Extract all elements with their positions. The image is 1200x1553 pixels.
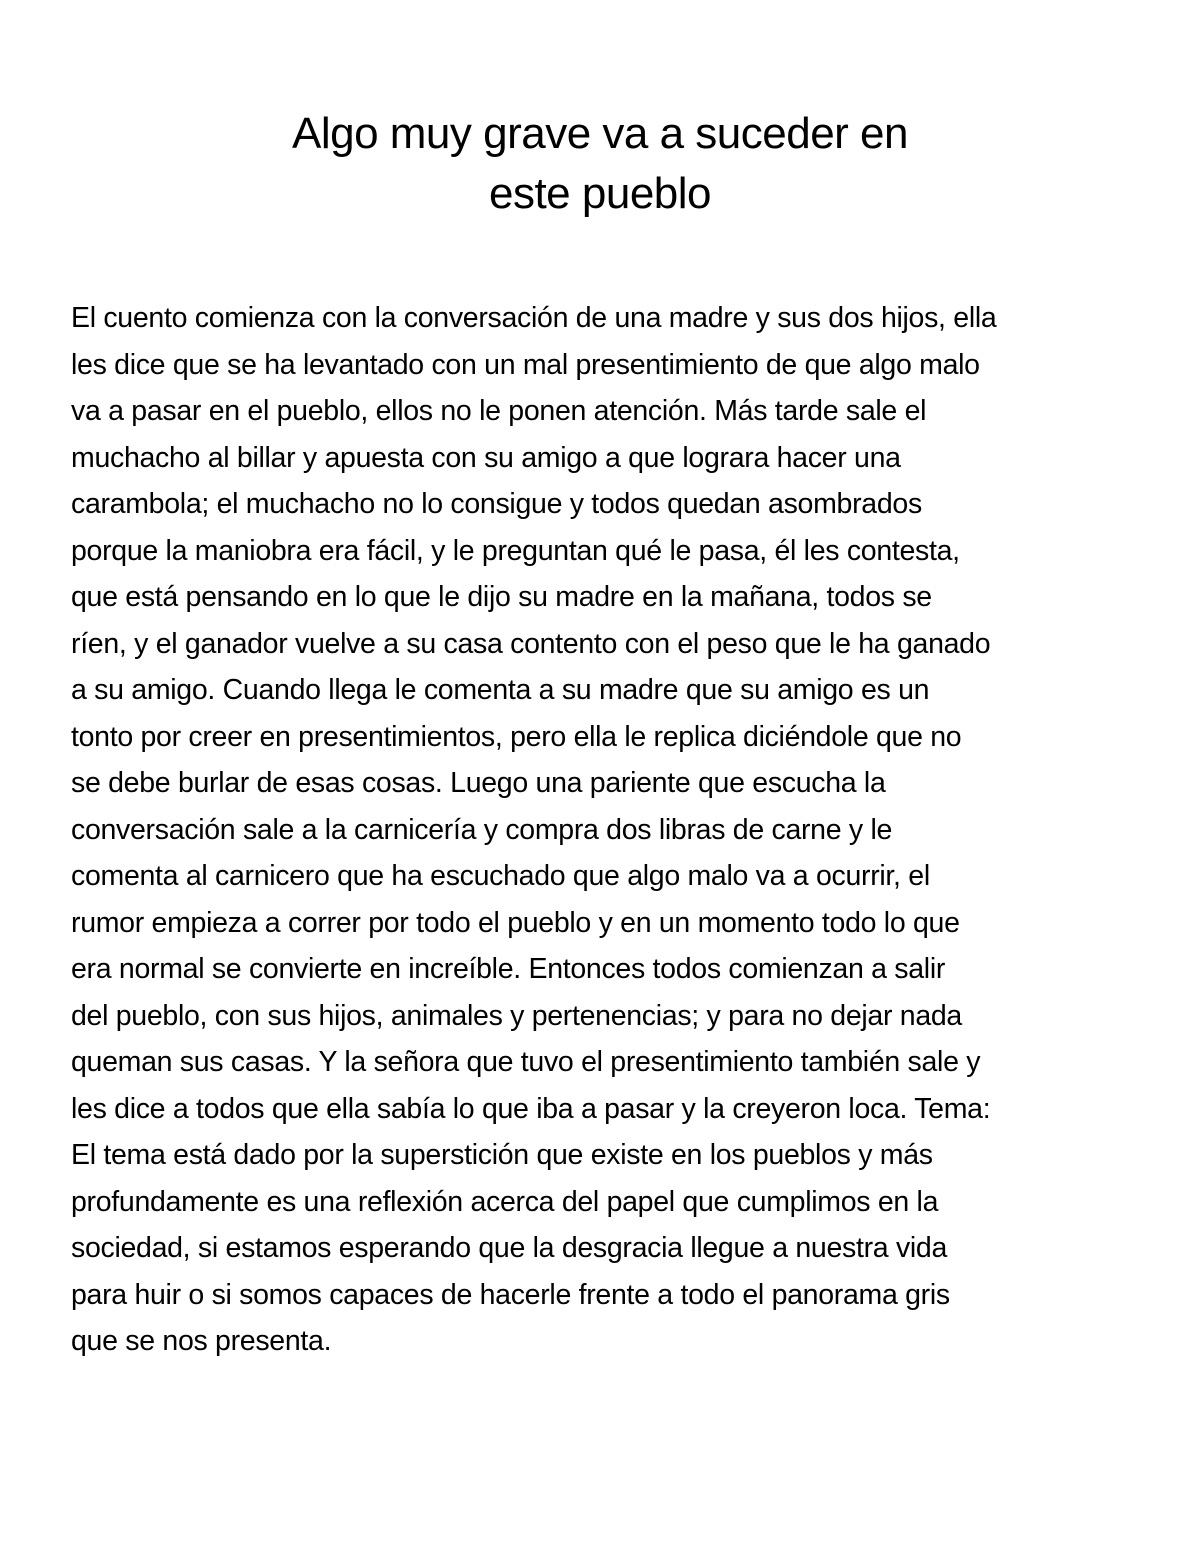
- body-line: para huir o si somos capaces de hacerle frente a todo el panorama gris: [71, 1278, 950, 1311]
- body-line: a su amigo. Cuando llega le comenta a su madre que su amigo es un: [71, 674, 930, 706]
- body-line: porque la maniobra era fácil, y le preguntan qué le pasa, él les contesta,: [71, 534, 960, 567]
- body-line: que se nos presenta.: [71, 1325, 332, 1357]
- body-line: queman sus casas. Y la señora que tuvo el presentimiento también sale y: [71, 1046, 981, 1078]
- body-line: era normal se convierte en increíble. Entonces todos comienzan a salir: [71, 953, 946, 985]
- body-line: va a pasar en el pueblo, ellos no le ponen atención. Más tarde sale el: [71, 395, 927, 427]
- body-line: ríen, y el ganador vuelve a su casa contento con el peso que le ha ganado: [71, 627, 991, 660]
- body-line: El tema está dado por la superstición que existe en los pueblos y más: [71, 1139, 933, 1171]
- body-line: del pueblo, con sus hijos, animales y pertenencias; y para no dejar nada: [71, 999, 962, 1032]
- body-line: se debe burlar de esas cosas. Luego una pariente que escucha la: [71, 767, 886, 799]
- body-line: conversación sale a la carnicería y compra dos libras de carne y le: [71, 813, 893, 846]
- title-line: este pueblo: [488, 169, 712, 218]
- body-line: profundamente es una reflexión acerca del papel que cumplimos en la: [71, 1185, 939, 1218]
- body-line: sociedad, si estamos esperando que la desgracia llegue a nuestra vida: [71, 1232, 948, 1264]
- body-line: les dice a todos que ella sabía lo que iba a pasar y la creyeron loca. Tema:: [71, 1092, 991, 1125]
- body-line: muchacho al billar y apuesta con su amigo a que lograra hacer una: [71, 441, 901, 474]
- document-title: [150, 104, 1050, 224]
- body-line: que está pensando en lo que le dijo su madre en la mañana, todos se: [71, 581, 932, 613]
- title-line: Algo muy grave va a suceder en: [291, 109, 909, 158]
- body-line: carambola; el muchacho no lo consigue y todos quedan asombrados: [71, 488, 922, 520]
- body-line: comenta al carnicero que ha escuchado que algo malo va a ocurrir, el: [71, 860, 930, 892]
- body-line: rumor empieza a correr por todo el pueblo y en un momento todo lo que: [71, 906, 960, 939]
- body-line: tonto por creer en presentimientos, pero ella le replica diciéndole que no: [71, 720, 962, 753]
- document-body: [71, 295, 1141, 1365]
- body-line: El cuento comienza con la conversación de una madre y sus dos hijos, ella: [71, 302, 997, 334]
- body-line: les dice que se ha levantado con un mal presentimiento de que algo malo: [71, 348, 980, 381]
